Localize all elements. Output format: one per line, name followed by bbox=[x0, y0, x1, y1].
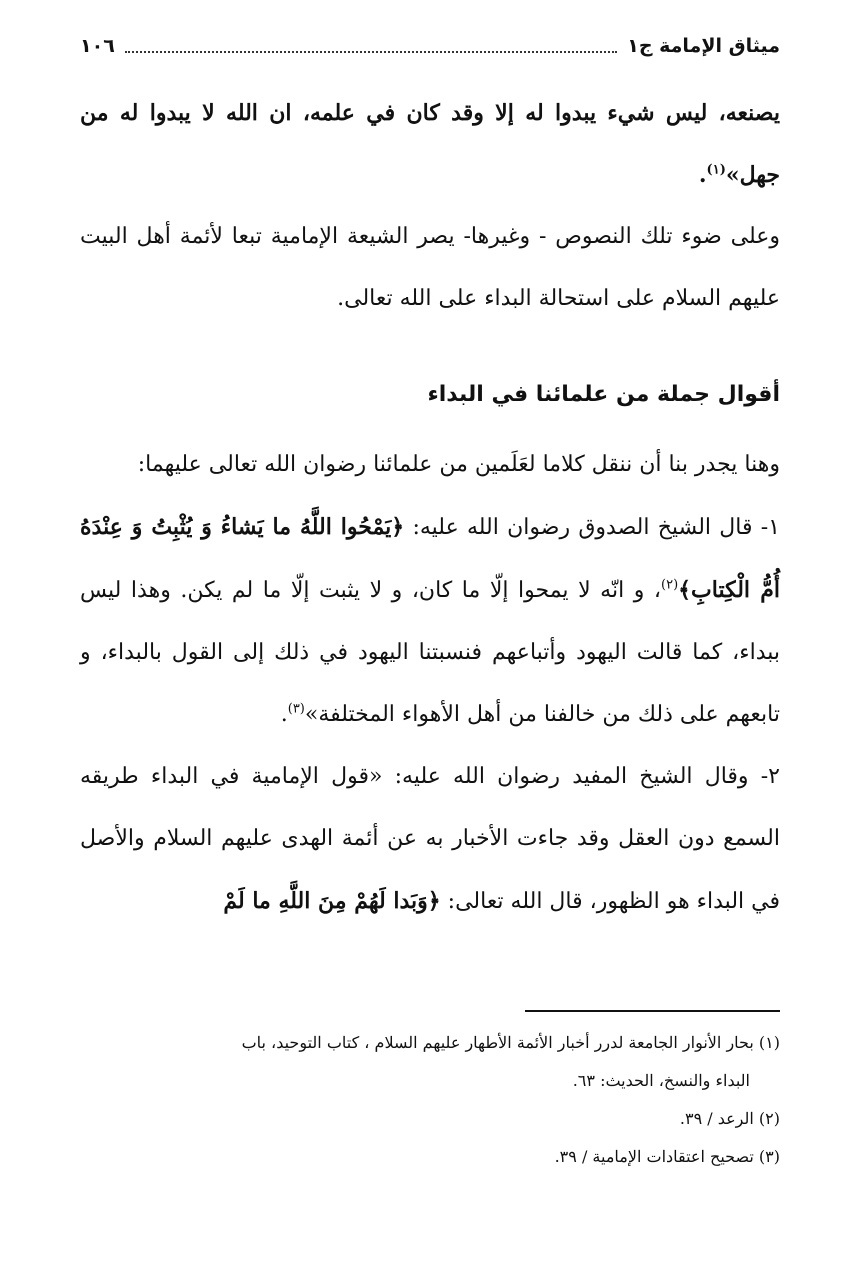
paragraph-4-intro: ١- قال الشيخ الصدوق رضوان الله عليه: bbox=[404, 515, 780, 540]
footnote-ref-1: (١) bbox=[706, 162, 726, 178]
quran-verse-2: ﴿وَبَدا لَهُمْ مِنَ اللَّهِ ما لَمْ bbox=[223, 888, 441, 914]
paragraph-5-intro: ٢- وقال الشيخ المفيد رضوان الله عليه: «قول الإمامية في البداء طريقه السمع دون العقل وقد جاءت الأخبار به عن أئمة الهدى عليهم السلام والأصل في البداء هو الظهور، قال الله تعالى: bbox=[80, 764, 780, 914]
paragraph-3: وهنا يجدر بنا أن ننقل كلاما لعَلَمين من علمائنا رضوان الله تعالى عليهما: bbox=[137, 452, 780, 477]
paragraph-1: يصنعه، ليس شيء يبدوا له إلا وقد كان في علمه، ان الله لا يبدوا له من جهل»$^{(١)}$. bbox=[80, 100, 780, 188]
main-text bbox=[80, 82, 780, 933]
footnotes bbox=[80, 1024, 780, 1176]
header-dotted-leader bbox=[125, 51, 617, 53]
footnote-3: (٣) تصحيح اعتقادات الإمامية / ٣٩. bbox=[554, 1147, 780, 1166]
quran-verse-1: ﴿يَمْحُوا اللَّهُ ما يَشاءُ وَ يُثْبِتُ وَ عِنْدَهُ أُمُّ الْكِتابِ﴾ bbox=[80, 514, 780, 603]
footnote-1-line-2: البداء والنسخ، الحديث: ٦٣. bbox=[572, 1071, 750, 1090]
footnote-ref-2: (٢) bbox=[661, 577, 679, 593]
footnote-1-line-1: (١) بحار الأنوار الجامعة لدرر أخبار الأئمة الأطهار عليهم السلام ، كتاب التوحيد، باب bbox=[241, 1033, 780, 1052]
book-title: ميثاق الإمامة ج١ bbox=[627, 35, 780, 57]
paragraph-2: وعلى ضوء تلك النصوص - وغيرها- يصر الشيعة الإمامية تبعا لأئمة أهل البيت عليهم السلام على استحالة البداء على الله تعالى. bbox=[80, 224, 780, 311]
page-header bbox=[80, 28, 780, 64]
paragraph-5 bbox=[80, 746, 780, 933]
footnote-2: (٢) الرعد / ٣٩. bbox=[679, 1109, 780, 1128]
section-heading: أقوال جملة من علمائنا في البداء bbox=[427, 382, 780, 407]
footnote-ref-3: (٣) bbox=[287, 701, 305, 717]
footnote-divider bbox=[525, 1010, 780, 1012]
page-number: ١٠٦ bbox=[80, 35, 115, 57]
paragraph-1-text: يصنعه، ليس شيء يبدوا له إلا وقد كان في علمه، ان الله لا يبدوا له من جهل» bbox=[80, 100, 780, 188]
paragraph-4: ١- قال الشيخ الصدوق رضوان الله عليه: ﴿يَمْحُوا اللَّهُ ما يَشاءُ وَ يُثْبِتُ وَ عِنْدَهُ أُمُّ الْكِتابِ﴾$^{(٢)}$، و انّه لا يمحوا إلّا ما كان، و لا يثبت إلّا ما لم يكن. وهذا ليس ببداء، كما قالت اليهود وأتباعهم فنسبتنا اليهود في ذلك إلى القول بالبداء، و تابعهم على ذلك من خالفنا من أهل الأهواء المختلفة»$^{(٣)}$. bbox=[80, 514, 780, 727]
paragraph-4-rest: ، و انّه لا يمحوا إلّا ما كان، و لا يثبت إلّا ما لم يكن. وهذا ليس ببداء، كما قالت اليهود وأتباعهم فنسبتنا اليهود في ذلك إلى القول بالبداء، و تابعهم على ذلك من خالفنا من أهل الأهواء المختلفة» bbox=[80, 578, 780, 727]
